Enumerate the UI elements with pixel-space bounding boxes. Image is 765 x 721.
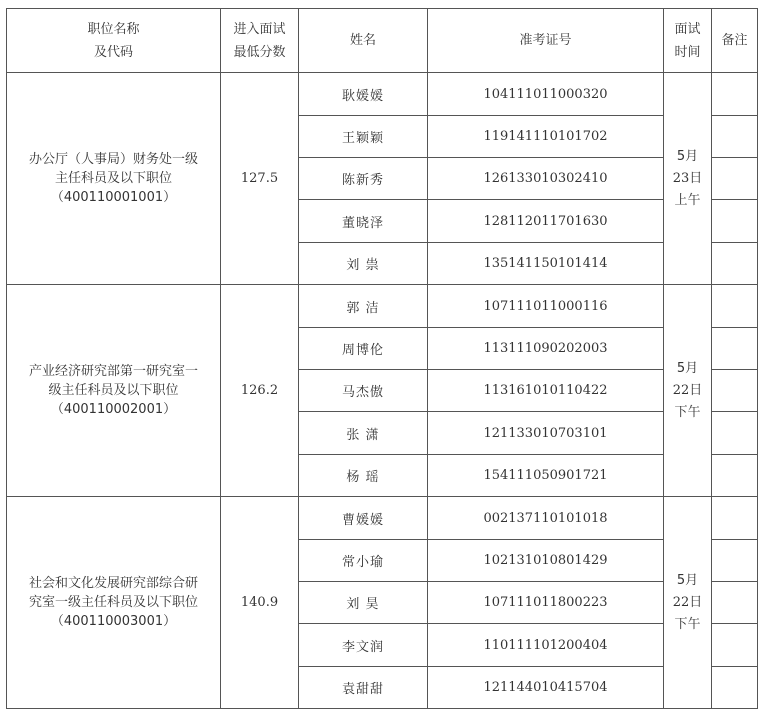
min-score-cell: 126.2 <box>221 285 299 497</box>
ticket-number: 135141150101414 <box>428 243 664 285</box>
table-row <box>7 285 758 328</box>
note-cell <box>712 200 758 243</box>
note-cell <box>712 370 758 412</box>
ticket-number: 113161010110422 <box>428 370 664 412</box>
candidate-name: 郭 洁 <box>299 285 428 328</box>
candidate-name: 曹媛媛 <box>299 497 428 540</box>
position-line: 主任科员及以下职位 <box>54 171 172 186</box>
position-cell <box>7 497 221 709</box>
interview-time-period: 下午 <box>674 404 701 420</box>
position-line: 级主任科员及以下职位 <box>48 383 179 398</box>
position-line: 办公厅（人事局）财务处一级 <box>28 152 198 167</box>
header-time-line2: 时间 <box>674 44 701 60</box>
candidate-name: 刘 祟 <box>299 243 428 285</box>
candidate-name: 耿媛媛 <box>299 73 428 116</box>
header-note: 备注 <box>712 9 758 73</box>
table-row <box>7 73 758 116</box>
candidate-name: 张 潇 <box>299 412 428 455</box>
note-cell <box>712 328 758 370</box>
note-cell <box>712 497 758 540</box>
position-line: （400110001001） <box>50 190 177 205</box>
min-score-cell: 140.9 <box>221 497 299 709</box>
ticket-number: 154111050901721 <box>428 455 664 497</box>
interview-time-day: 22日 <box>672 382 703 398</box>
position-cell <box>7 73 221 285</box>
note-cell <box>712 158 758 200</box>
position-cell <box>7 285 221 497</box>
header-position-line2: 及代码 <box>93 44 133 60</box>
note-cell <box>712 624 758 667</box>
note-cell <box>712 116 758 158</box>
note-cell <box>712 73 758 116</box>
note-cell <box>712 455 758 497</box>
header-position-line1: 职位名称 <box>87 21 140 37</box>
position-line: （400110003001） <box>50 614 177 629</box>
header-row <box>7 9 758 73</box>
interview-time-day: 23日 <box>672 170 703 186</box>
interview-table <box>6 8 758 709</box>
table-body <box>7 9 758 709</box>
ticket-number: 107111011000116 <box>428 285 664 328</box>
note-cell <box>712 582 758 624</box>
ticket-number: 102131010801429 <box>428 540 664 582</box>
position-line: 社会和文化发展研究部综合研 <box>28 576 198 591</box>
ticket-number: 113111090202003 <box>428 328 664 370</box>
interview-time-period: 下午 <box>674 616 701 632</box>
interview-time-cell <box>664 285 712 497</box>
ticket-number: 110111101200404 <box>428 624 664 667</box>
note-cell <box>712 412 758 455</box>
ticket-number: 119141110101702 <box>428 116 664 158</box>
table-row <box>7 497 758 540</box>
ticket-number: 002137110101018 <box>428 497 664 540</box>
header-score-line1: 进入面试 <box>233 21 286 37</box>
ticket-number: 121133010703101 <box>428 412 664 455</box>
candidate-name: 袁甜甜 <box>299 667 428 709</box>
interview-time-month: 5月 <box>676 572 699 588</box>
ticket-number: 104111011000320 <box>428 73 664 116</box>
interview-time-month: 5月 <box>676 360 699 376</box>
header-ticket: 准考证号 <box>428 9 664 73</box>
candidate-name: 董晓泽 <box>299 200 428 243</box>
candidate-name: 周博伦 <box>299 328 428 370</box>
header-time-line1: 面试 <box>674 21 701 37</box>
header-score-line2: 最低分数 <box>233 44 286 60</box>
position-line: 产业经济研究部第一研究室一 <box>28 364 198 379</box>
note-cell <box>712 243 758 285</box>
candidate-name: 李文润 <box>299 624 428 667</box>
ticket-number: 126133010302410 <box>428 158 664 200</box>
position-line: 究室一级主任科员及以下职位 <box>28 595 198 610</box>
interview-time-cell <box>664 73 712 285</box>
interview-time-cell <box>664 497 712 709</box>
header-min-score <box>221 9 299 73</box>
note-cell <box>712 667 758 709</box>
ticket-number: 121144010415704 <box>428 667 664 709</box>
ticket-number: 128112011701630 <box>428 200 664 243</box>
min-score-cell: 127.5 <box>221 73 299 285</box>
position-line: （400110002001） <box>50 402 177 417</box>
header-position <box>7 9 221 73</box>
interview-time-month: 5月 <box>676 148 699 164</box>
note-cell <box>712 540 758 582</box>
header-time <box>664 9 712 73</box>
header-name: 姓名 <box>299 9 428 73</box>
candidate-name: 杨 瑶 <box>299 455 428 497</box>
interview-time-period: 上午 <box>674 192 701 208</box>
candidate-name: 马杰傲 <box>299 370 428 412</box>
candidate-name: 王颖颖 <box>299 116 428 158</box>
note-cell <box>712 285 758 328</box>
candidate-name: 陈新秀 <box>299 158 428 200</box>
candidate-name: 刘 昊 <box>299 582 428 624</box>
interview-time-day: 22日 <box>672 594 703 610</box>
ticket-number: 107111011800223 <box>428 582 664 624</box>
candidate-name: 常小瑜 <box>299 540 428 582</box>
